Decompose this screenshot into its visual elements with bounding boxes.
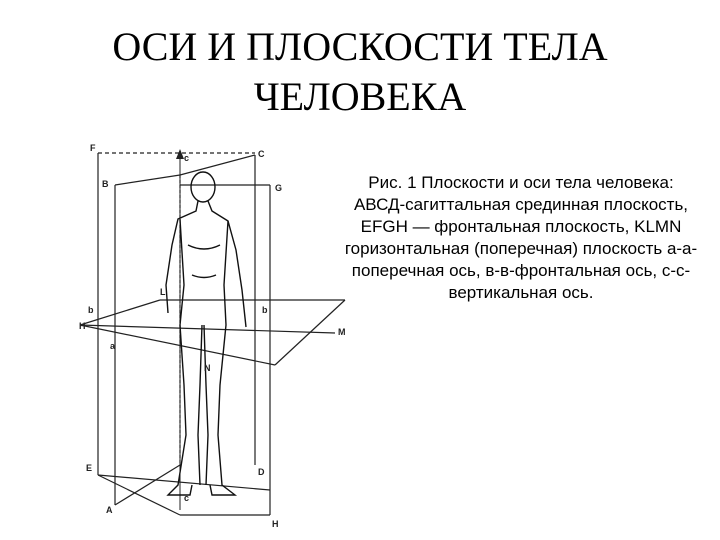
label-b: B	[102, 179, 109, 189]
caption-line: АВСД-сагиттальная срединная плоскость,	[353, 195, 689, 214]
label-g: G	[275, 183, 283, 193]
label-b-right: b	[262, 305, 268, 315]
label-d: D	[258, 467, 265, 477]
label-l: L	[160, 287, 166, 297]
body-planes-figure	[80, 135, 360, 535]
label-m: M	[338, 327, 346, 337]
caption-line: вертикальная ось.	[448, 283, 594, 302]
label-f: F	[90, 143, 96, 153]
figure-caption	[332, 172, 710, 304]
horizontal-plane-klmn	[80, 300, 345, 365]
label-a: A	[106, 505, 113, 515]
label-a-left: a	[110, 341, 116, 351]
label-b-left: b	[88, 305, 94, 315]
caption-line: EFGH — фронтальная плоскость, KLMN	[360, 217, 682, 236]
axis-arrow-icon	[176, 149, 184, 159]
slide-title	[60, 22, 660, 122]
label-c-bottom: c	[184, 493, 190, 503]
caption-line: Рис. 1 Плоскости и оси тела человека:	[368, 173, 674, 192]
title-line-2: ЧЕЛОВЕКА	[253, 74, 467, 119]
label-e: E	[86, 463, 93, 473]
label-h: H	[79, 321, 86, 331]
label-c: C	[258, 149, 265, 159]
caption-line: поперечная ось, в-в-фронтальная ось, с-с-	[351, 261, 691, 280]
label-c-top: c	[184, 153, 190, 163]
label-n: N	[204, 363, 211, 373]
title-line-1: ОСИ И ПЛОСКОСТИ ТЕЛА	[112, 24, 608, 69]
caption-line: горизонтальная (поперечная) плоскость а-а-	[344, 239, 698, 258]
human-figure	[166, 172, 246, 495]
label-h-bottom: H	[272, 519, 279, 529]
